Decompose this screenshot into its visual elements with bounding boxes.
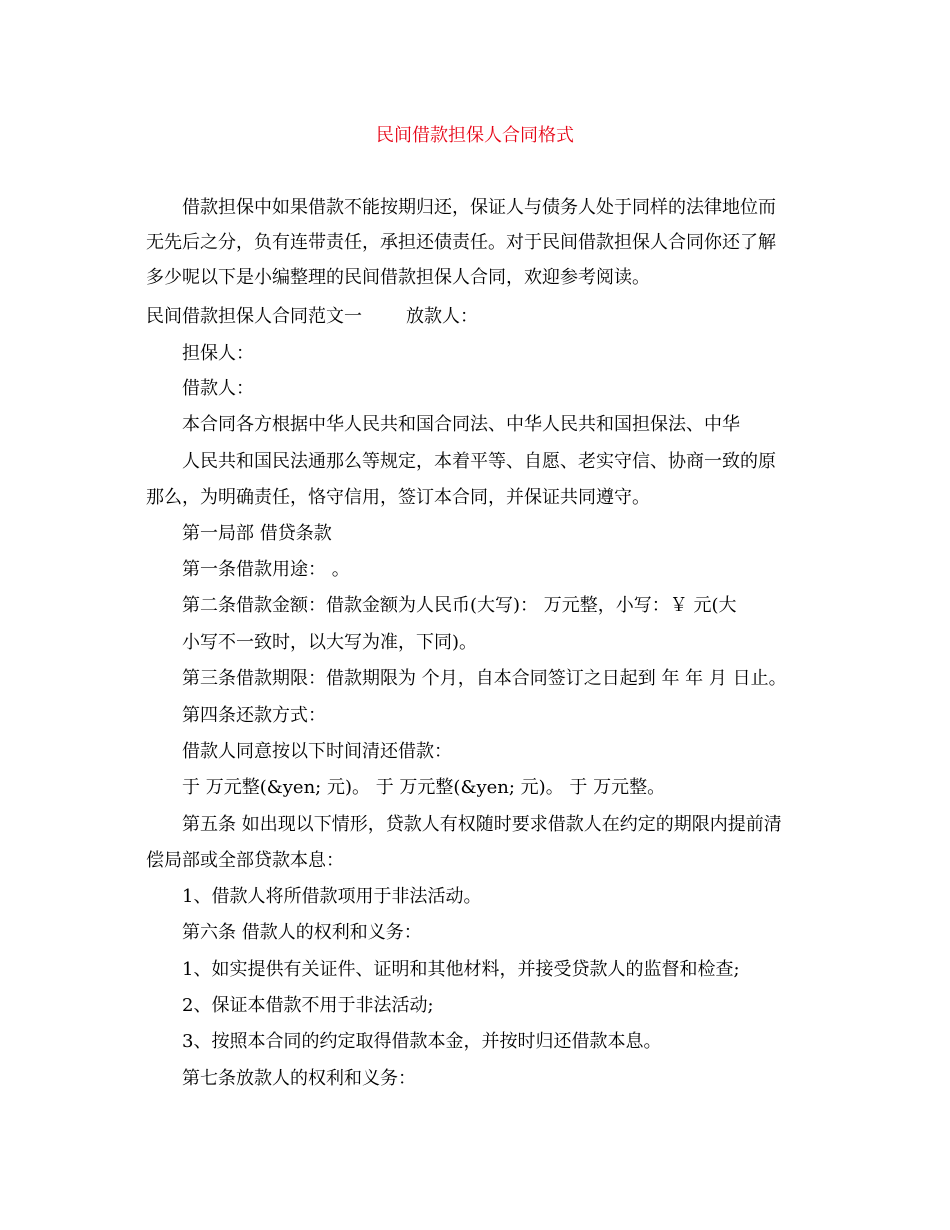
clause-line: 借款人同意按以下时间清还借款： — [182, 741, 452, 762]
clause-line: 偿局部或全部贷款本息： — [146, 850, 344, 871]
clause-line: 第三条借款期限：借款期限为 个月，自本合同签订之日起到 年 年 月 日止。 — [182, 668, 787, 689]
clause-line: 于 万元整(&yen; 元)。 于 万元整(&yen; 元)。 于 万元整。 — [182, 777, 666, 798]
borrower-label: 借款人： — [182, 378, 254, 399]
paragraph-line: 借款担保中如果借款不能按期归还，保证人与债务人处于同样的法律地位而 — [182, 197, 776, 218]
paragraph-line: 那么，为明确责任，恪守信用，签订本合同，并保证共同遵守。 — [146, 487, 650, 508]
document-title: 民间借款担保人合同格式 — [376, 125, 574, 146]
clause-line: 第一条借款用途： 。 — [182, 559, 350, 580]
list-item: 2、保证本借款不用于非法活动; — [182, 995, 434, 1016]
clause-line: 小写不一致时，以大写为准，下同)。 — [182, 632, 478, 653]
clause-line: 第六条 借款人的权利和义务： — [182, 922, 422, 943]
part-heading: 第一局部 借贷条款 — [182, 523, 332, 544]
guarantor-label: 担保人： — [182, 343, 254, 364]
list-item: 3、按照本合同的约定取得借款本金，并按时归还借款本息。 — [182, 1031, 662, 1052]
lender-label: 放款人： — [406, 306, 478, 327]
clause-line: 第四条还款方式： — [182, 705, 326, 726]
list-item: 1、如实提供有关证件、证明和其他材料，并接受贷款人的监督和检查; — [182, 959, 740, 980]
paragraph-line: 无先后之分，负有连带责任，承担还债责任。对于民间借款担保人合同你还了解 — [146, 232, 776, 253]
list-item: 1、借款人将所借款项用于非法活动。 — [182, 886, 482, 907]
clause-line: 第五条 如出现以下情形，贷款人有权随时要求借款人在约定的期限内提前清 — [182, 814, 782, 835]
paragraph-line: 多少呢以下是小编整理的民间借款担保人合同，欢迎参考阅读。 — [146, 267, 650, 288]
clause-line: 第七条放款人的权利和义务： — [182, 1068, 416, 1089]
paragraph-line: 本合同各方根据中华人民共和国合同法、中华人民共和国担保法、中华 — [182, 414, 740, 435]
section-heading: 民间借款担保人合同范文一 — [146, 306, 362, 327]
clause-line: 第二条借款金额：借款金额为人民币(大写)： 万元整，小写：￥ 元(大 — [182, 595, 737, 616]
paragraph-line: 人民共和国民法通那么等规定，本着平等、自愿、老实守信、协商一致的原 — [182, 451, 776, 472]
